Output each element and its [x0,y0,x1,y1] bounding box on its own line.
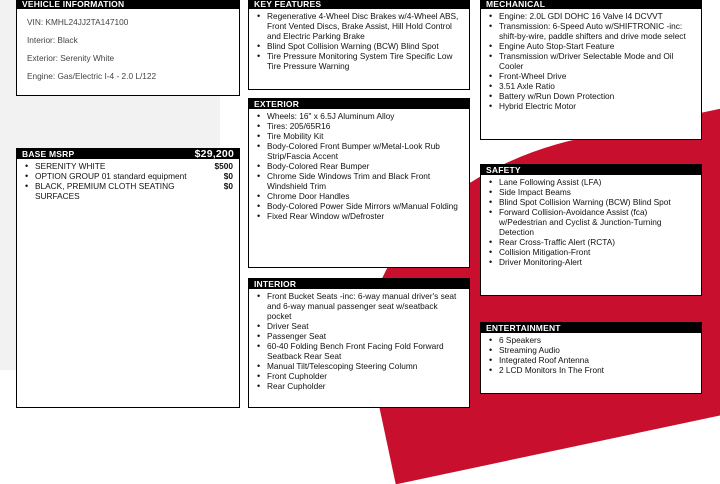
msrp-item-label: • SERENITY WHITE [35,161,106,171]
list-item: • Transmission: 6-Speed Auto w/SHIFTRONIC -inc: shift-by-wire, paddle shifters and drive mode select [489,21,695,41]
key-features-header [249,0,469,9]
list-item [25,171,233,181]
list-item [25,181,233,201]
vehicle-info-title: VEHICLE INFORMATION [22,0,125,9]
list-item: • Front Bucket Seats -inc: 6-way manual driver's seat and 6-way manual passenger seat w/seatback pocket [257,291,463,321]
list-item: • Battery w/Run Down Protection [489,91,695,101]
base-msrp-panel [16,148,240,408]
vehicle-info-header [17,0,239,9]
interior-list [249,289,469,393]
interior-title: INTERIOR [254,279,297,289]
list-item: • Driver Seat [257,321,463,331]
interior-color-text: Interior: Black [27,35,78,45]
list-item: • Collision Mitigation-Front [489,247,695,257]
safety-title: SAFETY [486,165,521,175]
list-item: • 60-40 Folding Bench Front Facing Fold Forward Seatback Rear Seat [257,341,463,361]
safety-list [481,175,701,269]
list-item: • 2 LCD Monitors In The Front [489,365,695,375]
list-item: • Blind Spot Collision Warning (BCW) Blind Spot [257,41,463,51]
list-item: • Engine: 2.0L GDI DOHC 16 Valve I4 DCVVT [489,11,695,21]
list-item: • Body-Colored Rear Bumper [257,161,463,171]
msrp-item-price: $0 [223,181,233,191]
exterior-color-text: Exterior: Serenity White [27,53,115,63]
list-item: • Chrome Door Handles [257,191,463,201]
list-item: • Blind Spot Collision Warning (BCW) Blind Spot [489,197,695,207]
list-item: • 3.51 Axle Ratio [489,81,695,91]
list-item: • Transmission w/Driver Selectable Mode and Oil Cooler [489,51,695,71]
msrp-item-price: $0 [223,171,233,181]
base-msrp-title: BASE MSRP [22,149,75,159]
entertainment-title: ENTERTAINMENT [486,323,561,333]
key-features-panel [248,0,470,90]
list-item: • Chrome Side Windows Trim and Black Front Windshield Trim [257,171,463,191]
list-item: • Driver Monitoring-Alert [489,257,695,267]
interior-header [249,279,469,289]
list-item: • Fixed Rear Window w/Defroster [257,211,463,221]
exterior-list [249,109,469,223]
entertainment-header [481,323,701,333]
list-item: • Manual Tilt/Telescoping Steering Column [257,361,463,371]
base-msrp-header [17,149,239,159]
list-item: • Body-Colored Power Side Mirrors w/Manual Folding [257,201,463,211]
base-msrp-price: $29,200 [194,148,234,160]
list-item: • Wheels: 16" x 6.5J Aluminum Alloy [257,111,463,121]
mechanical-header [481,0,701,9]
list-item: • 6 Speakers [489,335,695,345]
list-item: • Regenerative 4-Wheel Disc Brakes w/4-Wheel ABS, Front Vented Discs, Brake Assist, Hill Hold Control and Electric Parking Brake [257,11,463,41]
list-item: • Body-Colored Front Bumper w/Metal-Look Rub Strip/Fascia Accent [257,141,463,161]
list-item: • Passenger Seat [257,331,463,341]
exterior-panel [248,98,470,268]
msrp-item-label: • BLACK, PREMIUM CLOTH SEATING SURFACES [35,181,175,201]
msrp-item-label: • OPTION GROUP 01 standard equipment [35,171,187,181]
vehicle-info-panel [16,0,240,96]
list-item: • Rear Cross-Traffic Alert (RCTA) [489,237,695,247]
list-item: • Hybrid Electric Motor [489,101,695,111]
list-item: • Engine Auto Stop-Start Feature [489,41,695,51]
list-item: • Tires: 205/65R16 [257,121,463,131]
list-item: • Side Impact Beams [489,187,695,197]
entertainment-list [481,333,701,377]
mechanical-title: MECHANICAL [486,0,546,9]
list-item: • Lane Following Assist (LFA) [489,177,695,187]
interior-panel [248,278,470,408]
key-features-list [249,9,469,73]
list-item: • Streaming Audio [489,345,695,355]
engine-text: Engine: Gas/Electric I-4 - 2.0 L/122 [27,71,157,81]
mechanical-list [481,9,701,113]
list-item: • Forward Collision-Avoidance Assist (fca) w/Pedestrian and Cyclist & Junction-Turning Detection [489,207,695,237]
list-item: • Front-Wheel Drive [489,71,695,81]
list-item: • Front Cupholder [257,371,463,381]
safety-panel [480,164,702,296]
safety-header [481,165,701,175]
exterior-title: EXTERIOR [254,99,300,109]
list-item: • Tire Mobility Kit [257,131,463,141]
key-features-title: KEY FEATURES [254,0,322,9]
vin-text: VIN: KMHL24JJ2TA147100 [27,17,129,27]
msrp-item-price: $500 [214,161,233,171]
list-item [25,161,233,171]
exterior-header [249,99,469,109]
mechanical-panel [480,0,702,140]
list-item: • Integrated Roof Antenna [489,355,695,365]
list-item: • Tire Pressure Monitoring System Tire Specific Low Tire Pressure Warning [257,51,463,71]
msrp-list [17,159,239,203]
list-item: • Rear Cupholder [257,381,463,391]
entertainment-panel [480,322,702,394]
